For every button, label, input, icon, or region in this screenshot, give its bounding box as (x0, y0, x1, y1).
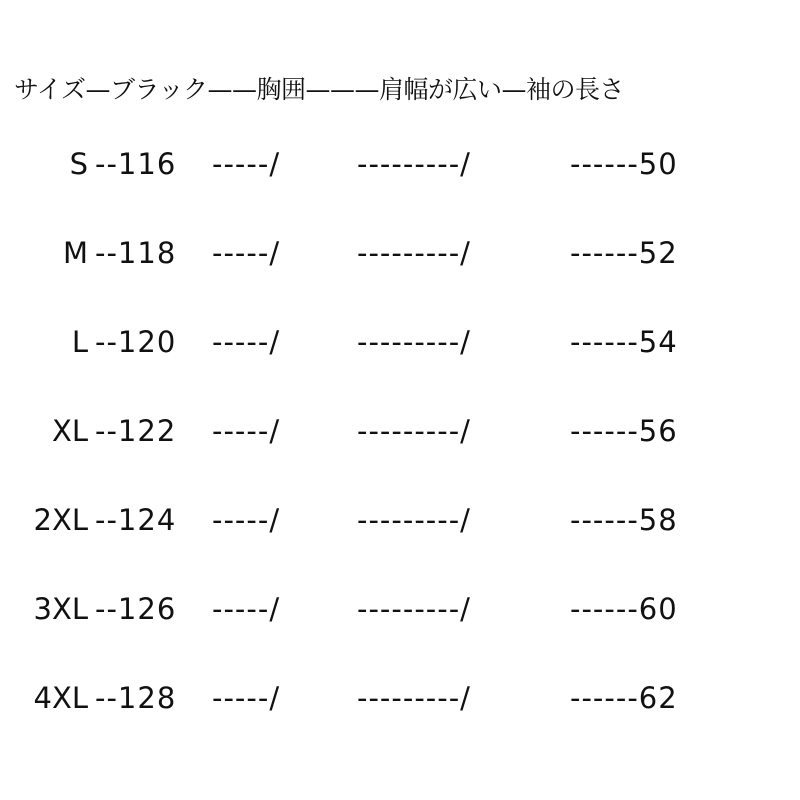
shoulder-separator: -----/ (212, 147, 281, 181)
size-label: 2XL (33, 503, 88, 537)
shoulder-separator-2: ---------/ (357, 236, 471, 270)
shoulder-separator-2: ---------/ (357, 325, 471, 359)
shoulder-separator: -----/ (212, 681, 281, 715)
shoulder-separator-2: ---------/ (357, 681, 471, 715)
sleeve-value: ------56 (570, 414, 678, 448)
size-label: S (69, 147, 88, 181)
shoulder-separator: -----/ (212, 325, 281, 359)
size-row (0, 231, 800, 275)
shoulder-separator-2: ---------/ (357, 147, 471, 181)
sleeve-value: ------54 (570, 325, 678, 359)
chest-value: --118 (95, 236, 177, 270)
chest-value: --120 (95, 325, 177, 359)
shoulder-separator: -----/ (212, 414, 281, 448)
size-row (0, 142, 800, 186)
size-label: 4XL (33, 681, 88, 715)
size-row (0, 498, 800, 542)
sleeve-value: ------60 (570, 592, 678, 626)
shoulder-separator: -----/ (212, 592, 281, 626)
sleeve-value: ------62 (570, 681, 678, 715)
sleeve-value: ------50 (570, 147, 678, 181)
shoulder-separator: -----/ (212, 236, 281, 270)
shoulder-separator-2: ---------/ (357, 592, 471, 626)
chest-value: --126 (95, 592, 177, 626)
chest-value: --122 (95, 414, 177, 448)
shoulder-separator-2: ---------/ (357, 503, 471, 537)
size-row (0, 587, 800, 631)
size-label: 3XL (33, 592, 88, 626)
size-row (0, 320, 800, 364)
size-label: XL (51, 414, 88, 448)
size-label: M (62, 236, 88, 270)
sleeve-value: ------52 (570, 236, 678, 270)
chest-value: --124 (95, 503, 177, 537)
size-row (0, 676, 800, 720)
sleeve-value: ------58 (570, 503, 678, 537)
size-chart-header: サイズ—ブラック——胸囲———肩幅が広い—袖の長さ (14, 75, 625, 104)
chest-value: --116 (95, 147, 177, 181)
size-label: L (71, 325, 88, 359)
size-row (0, 409, 800, 453)
shoulder-separator-2: ---------/ (357, 414, 471, 448)
chest-value: --128 (95, 681, 177, 715)
shoulder-separator: -----/ (212, 503, 281, 537)
